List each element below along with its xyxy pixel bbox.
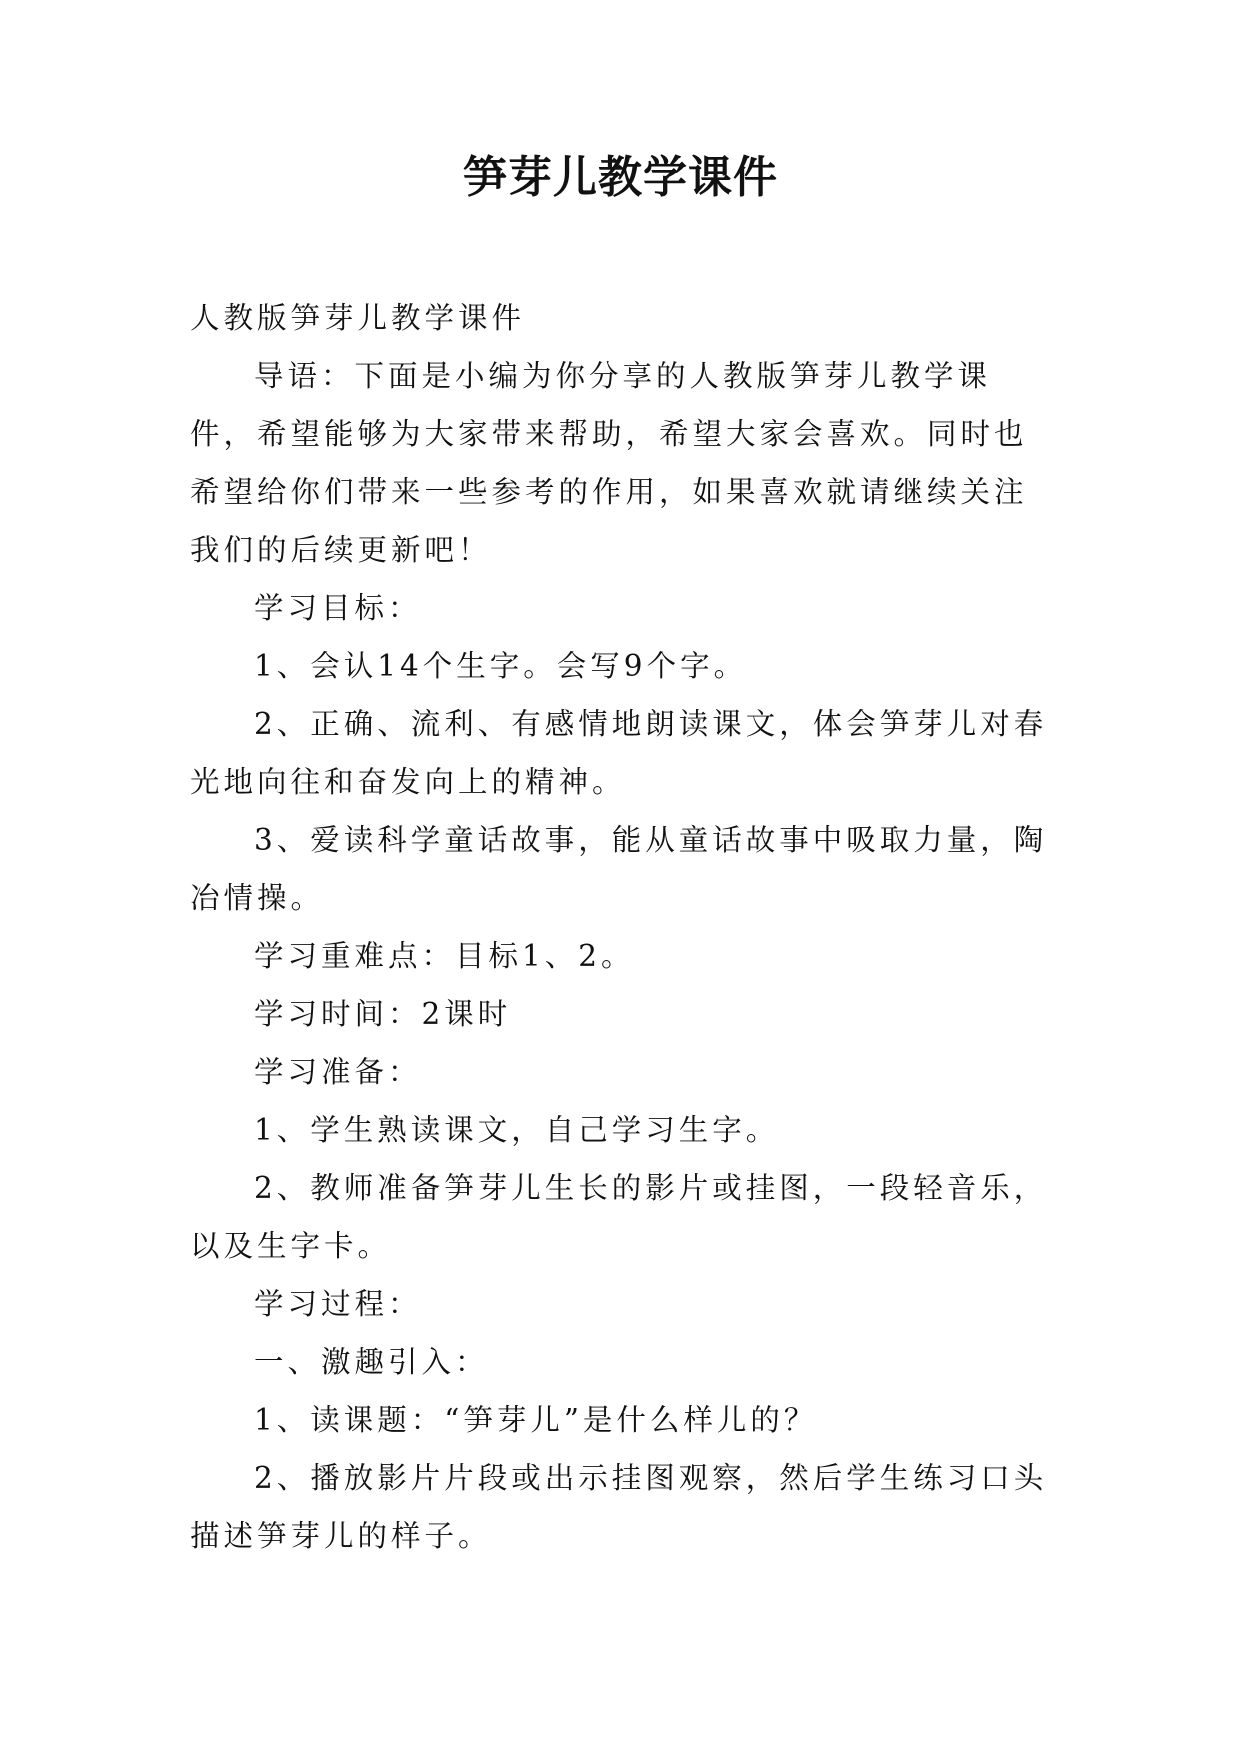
goal-item-3: 3、爱读科学童话故事，能从童话故事中吸取力量，陶冶情操。 [190, 823, 1048, 915]
intro-paragraph: 导语：下面是小编为你分享的人教版笋芽儿教学课件，希望能够为大家带来帮助，希望大家会喜欢。同时也希望给你们带来一些参考的作用，如果喜欢就请继续关注我们的后续更新吧！ [190, 359, 1028, 567]
preparation-item-2: 2、教师准备笋芽儿生长的影片或挂图，一段轻音乐，以及生字卡。 [190, 1171, 1048, 1263]
process-item-2: 2、播放影片片段或出示挂图观察，然后学生练习口头描述笋芽儿的样子。 [190, 1461, 1048, 1553]
key-points-paragraph: 学习重难点：目标1、2。 [254, 939, 635, 973]
process-step-heading: 一、激趣引入： [254, 1345, 489, 1379]
section-heading-goals: 学习目标： [254, 591, 422, 625]
preparation-item-1: 1、学生熟读课文，自己学习生字。 [254, 1113, 780, 1147]
section-heading-process: 学习过程： [254, 1287, 422, 1321]
document-body [190, 289, 1050, 1565]
document-title: 笋芽儿教学课件 [463, 152, 778, 203]
study-time-paragraph: 学习时间：2课时 [254, 997, 512, 1031]
process-item-1: 1、读课题：“笋芽儿”是什么样儿的？ [254, 1403, 818, 1437]
goal-item-2: 2、正确、流利、有感情地朗读课文，体会笋芽儿对春光地向往和奋发向上的精神。 [190, 707, 1048, 799]
subtitle-paragraph: 人教版笋芽儿教学课件 [190, 301, 526, 335]
goal-item-1: 1、会认14个生字。会写9个字。 [254, 649, 748, 683]
section-heading-preparation: 学习准备： [254, 1055, 422, 1089]
